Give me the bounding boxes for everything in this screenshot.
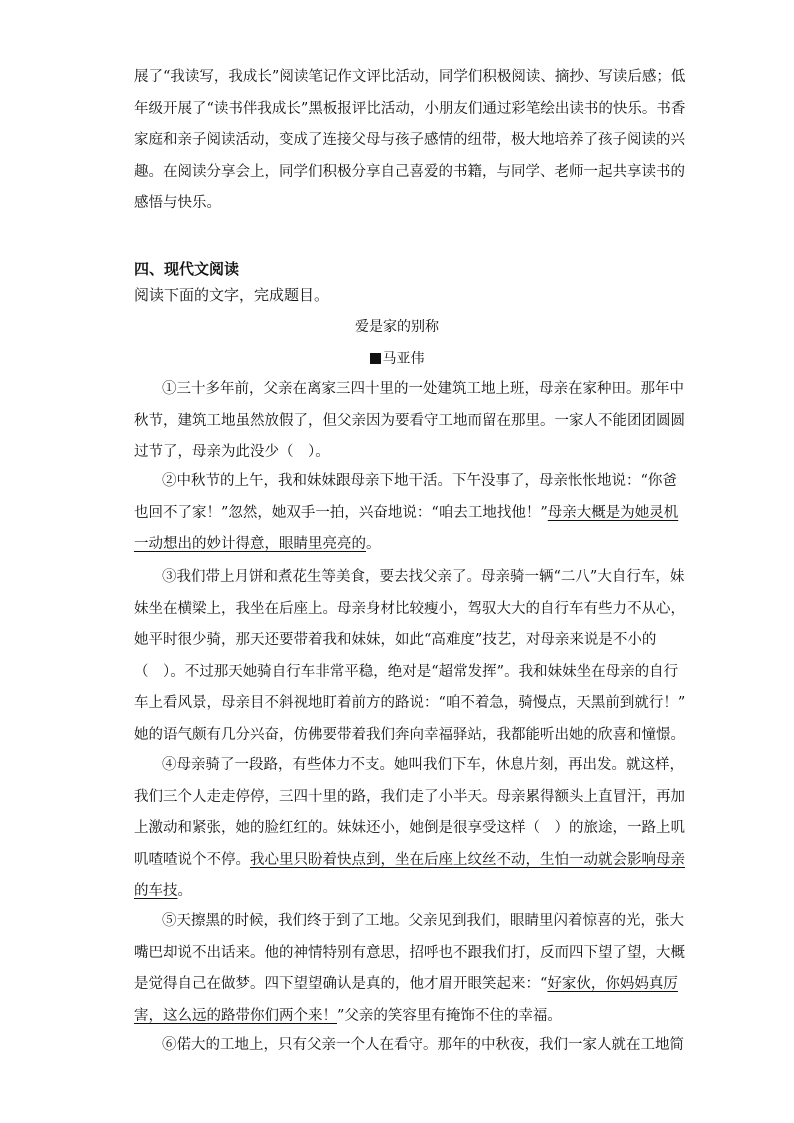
text-segment: 也回不了家！”忽然，她双手一拍，兴奋地说：“咱去工地找他！”: [134, 504, 548, 521]
paragraph-3: [134, 562, 686, 751]
text-line: 趣。在阅读分享会上，同学们积极分享自己喜爱的书籍，与同学、老师一起共享读书的: [134, 163, 685, 180]
text-line: 秋节，建筑工地虽然放假了，但父亲因为要看守工地而留在那里。一家人不能团团圆圆: [134, 412, 685, 429]
text-line: [134, 529, 660, 561]
intro-paragraph: [134, 62, 686, 220]
article-author: [134, 348, 660, 368]
author-name: 马亚伟: [382, 351, 425, 367]
text-line: ①三十多年前，父亲在离家三四十里的一处建筑工地上班，母亲在家种田。那年中: [162, 381, 684, 397]
paragraph-2: [134, 466, 679, 561]
text-line: 她平时很少骑，那天还要带着我和妹妹，如此“高难度”技艺，对母亲来说是不小的: [134, 632, 657, 648]
text-line: 年级开展了“读书伴我成长”黑板报评比活动，小朋友们通过彩笔绘出读书的快乐。书香: [134, 100, 686, 117]
text-line: [134, 498, 679, 530]
text-line: 我们三个人走走停停，三四十里的路，我们走了小半天。母亲累得额头上直冒汗，再加: [134, 788, 685, 805]
text-line: 嘴巴却说不出话来。他的神情特别有意思，招呼也不跟我们打，反而四下望了望，大概: [134, 944, 685, 961]
text-line: 感悟与快乐。: [134, 195, 221, 211]
text-line: ④母亲骑了一段路，有些体力不支。她叫我们下车，休息片刻，再出发。就这样，: [162, 757, 684, 773]
paragraph-1: [134, 374, 685, 469]
text-line: [134, 1001, 660, 1033]
text-line: ②中秋节的上午，我和妹妹跟母亲下地干活。下午没事了，母亲怅怅地说：“你爸: [162, 473, 677, 489]
text-segment: 。: [177, 883, 192, 899]
text-segment: 。: [366, 536, 381, 552]
text-line: [134, 876, 660, 908]
text-line: [134, 969, 678, 1001]
underlined-sentence: 害，这么远的路带你们两个来！: [134, 1007, 337, 1024]
text-line: ③我们带上月饼和煮花生等美食，要去找父亲了。母亲骑一辆“二八”大自行车，妹: [162, 569, 685, 585]
section-heading: 四、现代文阅读: [134, 260, 240, 278]
paragraph-4: [134, 750, 685, 908]
text-line: 妹坐在横梁上，我坐在后座上。母亲身材比较瘦小，驾驭大大的自行车有些力不从心，: [134, 600, 685, 617]
paragraph-5: [134, 906, 685, 1032]
instruction-text: 阅读下面的文字，完成题目。: [134, 286, 330, 304]
text-line: 上激动和紧张，她的脸红红的。妹妹还小，她倒是很享受这样（ ）的旅途，一路上叽: [134, 820, 685, 836]
black-square-icon: [370, 353, 381, 364]
text-line: 过节了，母亲为此没少（ ）。: [134, 444, 330, 460]
text-line: 家庭和亲子阅读活动，变成了连接父母与孩子感情的纽带，极大地培养了孩子阅读的兴: [134, 132, 685, 148]
underlined-sentence: 好家伙，你妈妈真厉: [547, 976, 678, 992]
underlined-sentence: 的车技: [134, 883, 178, 899]
underlined-sentence: 母亲大概是为她灵机: [547, 504, 679, 521]
text-line: 车上看风景，母亲目不斜视地盯着前方的路说：“咱不着急，骑慢点，天黑前到就行！”: [134, 695, 686, 711]
text-line: 展了“我读写，我成长”阅读笔记作文评比活动，同学们积极阅读、摘抄、写读后感；低: [134, 69, 686, 85]
text-line: [134, 845, 685, 877]
text-line: 她的语气颇有几分兴奋，仿佛要带着我们奔向幸福驿站，我都能听出她的欣喜和憧憬。: [134, 726, 685, 743]
underlined-sentence: 一动想出的妙计得意，眼睛里亮亮的: [134, 536, 366, 552]
text-line: （ ）。不过那天她骑自行车非常平稳，绝对是“超常发挥”。我和妹妹坐在母亲的自行: [134, 663, 679, 680]
text-segment: ”父亲的笑容里有掩饰不住的幸福。: [337, 1007, 562, 1024]
underlined-sentence: 我心里只盼着快点到，坐在后座上纹丝不动，生怕一动就会影响母亲: [250, 851, 685, 868]
text-line: ⑤天擦黑的时候，我们终于到了工地。父亲见到我们，眼睛里闪着惊喜的光，张大: [162, 913, 684, 929]
text-segment: 是觉得自己在做梦。四下望望确认是真的，他才眉开眼笑起来：“: [134, 976, 548, 992]
text-segment: 叽喳喳说个不停。: [134, 851, 250, 868]
paragraph-6: [134, 1030, 684, 1062]
text-line: ⑥偌大的工地上，只有父亲一个人在看守。那年的中秋夜，我们一家人就在工地简: [162, 1037, 684, 1053]
article-title: 爱是家的别称: [355, 319, 439, 335]
